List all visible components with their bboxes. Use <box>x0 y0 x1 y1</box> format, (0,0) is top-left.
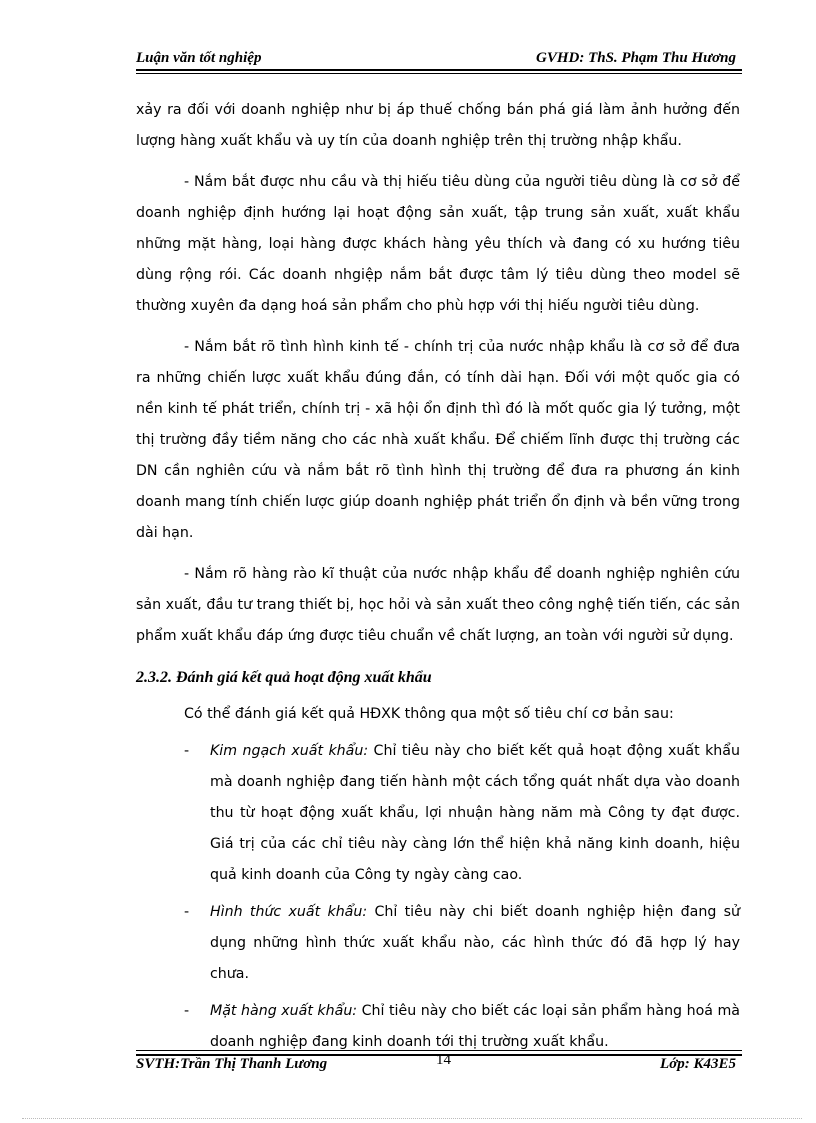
list-text: Chỉ tiêu này cho biết kết quả hoạt động xuất khẩu mà doanh nghiệp đang tiến hành một cách tổng quát nhất dựa vào doanh thu từ hoạt động xuất khẩu, lợi nhuận hàng năm mà Công ty đạt được. Giá trị của các chỉ tiêu này càng lớn thể hiện khả năng kinh doanh, hiệu quả kinh doanh của Công ty ngày càng cao. <box>210 743 740 883</box>
paragraph-continuation: xảy ra đối với doanh nghiệp như bị áp thuế chống bán phá giá làm ảnh hưởng đến lượng hàng xuất khẩu và uy tín của doanh nghiệp trên thị trường nhập khẩu. <box>136 102 740 149</box>
list-text: Chỉ tiêu này cho biết các loại sản phẩm hàng hoá mà doanh nghiệp đang kinh doanh tới thị trường xuất khẩu. <box>210 1003 741 1050</box>
list-dash: - <box>184 904 190 920</box>
page-content <box>136 95 740 1058</box>
list-dash: - <box>184 743 190 759</box>
footer-class: Lớp: K43E5 <box>660 1056 736 1072</box>
page-number: 14 <box>436 1052 451 1068</box>
list-item <box>136 897 740 990</box>
page-footer <box>136 1052 740 1078</box>
footer-student: SVTH:Trần Thị Thanh Lương <box>136 1056 328 1072</box>
section-intro: Có thể đánh giá kết quả HĐXK thông qua một số tiêu chí cơ bản sau: <box>184 706 674 722</box>
paragraph-consumer-demand: - Nắm bắt được nhu cầu và thị hiếu tiêu dùng của người tiêu dùng là cơ sở để doanh nghiệp định hướng lại hoạt động sản xuất, tập trung sản xuất, xuất khẩu những mặt hàng, loại hàng được khách hàng yêu thích và đang có xu hướng tiêu dùng rộng rói. Các doanh nhgiệp nắm bắt được tâm lý tiêu dùng theo model sẽ thường xuyên đa dạng hoá sản phẩm cho phù hợp với thị hiếu người tiêu dùng. <box>136 174 740 314</box>
paragraph-technical-barriers: - Nắm rõ hàng rào kĩ thuật của nước nhập khẩu để doanh nghiệp nghiên cứu sản xuất, đầu tư trang thiết bị, học hỏi và sản xuất theo công nghệ tiến tiến, các sản phẩm xuất khẩu đáp ứng được tiêu chuẩn về chất lượng, an toàn với người sử dụng. <box>136 566 740 644</box>
page-edge-divider <box>22 1118 802 1119</box>
page-header <box>136 48 740 70</box>
footer-rule-thin <box>136 1050 742 1051</box>
header-rule <box>136 69 742 71</box>
list-term: Hình thức xuất khẩu: <box>210 904 368 920</box>
list-term: Kim ngạch xuất khẩu: <box>210 743 369 759</box>
list-dash: - <box>184 1003 190 1019</box>
section-heading: 2.3.2. Đánh giá kết quả hoạt động xuất khẩu <box>136 669 432 686</box>
header-thesis-title: Luận văn tốt nghiệp <box>136 50 262 66</box>
list-item <box>136 736 740 891</box>
list-item <box>136 996 740 1058</box>
header-advisor: GVHD: ThS. Phạm Thu Hương <box>536 50 736 66</box>
list-term: Mặt hàng xuất khẩu: <box>210 1003 358 1019</box>
paragraph-economic-political: - Nắm bắt rõ tình hình kinh tế - chính trị của nước nhập khẩu là cơ sở để đưa ra những chiến lược xuất khẩu đúng đắn, có tính dài hạn. Đối với một quốc gia có nền kinh tế phát triển, chính trị - xã hội ổn định thì đó là mốt quốc gia lý tưởng, một thị trường đầy tiềm năng cho các nhà xuất khẩu. Để chiếm lĩnh được thị trường các DN cần nghiên cứu và nắm bắt rõ tình hình thị trường để đưa ra phương án kinh doanh mang tính chiến lược giúp doanh nghiệp phát triển ổn định và bền vững trong dài hạn. <box>136 339 740 541</box>
header-rule-thin <box>136 73 742 74</box>
list-text: Chỉ tiêu này chi biết doanh nghiệp hiện đang sử dụng những hình thức xuất khẩu nào, các hình thức đó đã hợp lý hay chưa. <box>210 904 740 982</box>
